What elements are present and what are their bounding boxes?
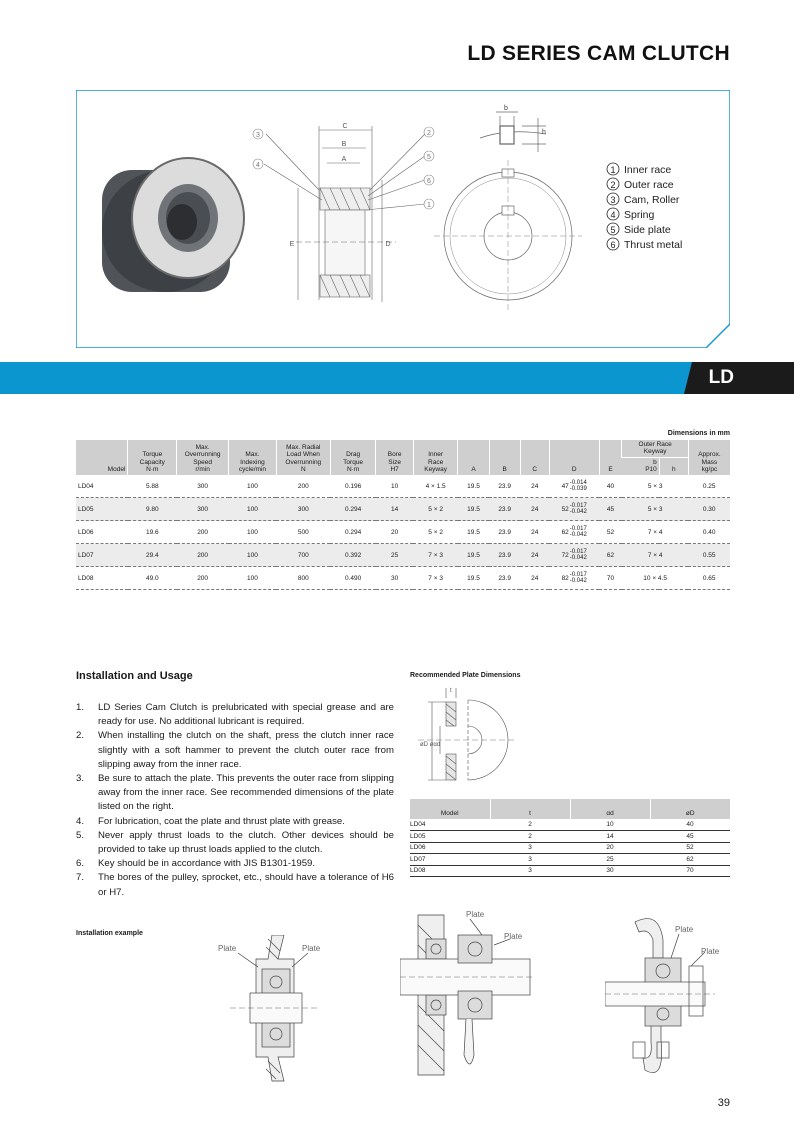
table-row: LD07 3 25 62 [410, 854, 730, 866]
list-item: 3. Be sure to attach the plate. This prevents the outer race from slipping away from the inner race. See recommended dimensions of the plate listed on the right. [76, 773, 394, 813]
col-radial: Max. Radial Load When Overrunning N [276, 440, 330, 475]
list-item: 7. The bores of the pulley, sprocket, etc., should have a tolerance of H6 or H7. [76, 872, 394, 898]
legend-num-6: 6 [610, 240, 616, 250]
table-row: LD05 2 14 45 [410, 831, 730, 843]
example-drawing-3 [605, 910, 725, 1085]
col-a: A [458, 440, 489, 475]
example-drawing-1 [210, 935, 330, 1085]
page-title: LD SERIES CAM CLUTCH [467, 42, 730, 65]
spec-table [76, 440, 730, 590]
plate-table [410, 799, 730, 877]
table-row: LD05 9.80 300 100 300 0.294 14 5 × 2 19.5 23.9 24 52-0.017 -0.042 45 5 × 3 0.30 [76, 498, 730, 521]
key-h-label: h [542, 129, 546, 136]
plate-title: Recommended Plate Dimensions [410, 672, 521, 679]
installation-example-label: Installation example [76, 930, 143, 937]
plate-t-label: t [450, 688, 452, 694]
legend-label-2: Outer race [624, 179, 674, 191]
plate-drawing [410, 684, 560, 794]
installation-title: Installation and Usage [76, 670, 193, 682]
section-drawing [264, 126, 425, 302]
example2-plate-right: Plate [504, 932, 523, 941]
example1-plate-left: Plate [218, 944, 237, 953]
legend-num-4: 4 [610, 210, 616, 220]
front-view-drawing [434, 112, 582, 310]
table-row: LD06 19.6 200 100 500 0.294 20 5 × 2 19.5 23.9 24 62-0.017 -0.042 52 7 × 4 0.40 [76, 521, 730, 544]
page-number: 39 [717, 1097, 730, 1109]
legend-label-1: Inner race [624, 164, 672, 176]
example3-plate-right: Plate [701, 947, 720, 956]
list-item: 4. For lubrication, coat the plate and thrust plate with grease. [76, 815, 345, 827]
callout-3: 3 [256, 132, 260, 139]
table-row: LD08 3 30 70 [410, 865, 730, 877]
col-outer-h: h [659, 457, 688, 474]
col-inner-keyway: Inner Race Keyway [413, 440, 458, 475]
list-item: 2. When installing the clutch on the shaft, press the clutch inner race slightly with a soft hammer to prevent the clutch outer race from slipping away from the inner race. [76, 730, 394, 770]
col-outer-b: b P10 [622, 457, 659, 474]
example3-plate-top: Plate [675, 925, 694, 934]
plate-col-model: Model [410, 799, 490, 819]
series-tab-label: LD [708, 367, 734, 388]
legend-label-6: Thrust metal [624, 239, 683, 251]
installation-list [76, 701, 394, 900]
col-c: C [520, 440, 549, 475]
callout-6: 6 [427, 178, 431, 185]
legend-label-4: Spring [624, 209, 655, 221]
plate-col-ad: αd [570, 799, 650, 819]
col-indexing: Max. Indexing cycle/min [229, 440, 277, 475]
plate-dims-label: øD øαd [420, 742, 441, 748]
col-mass: Approx. Mass kg/pc [688, 440, 730, 475]
col-drag: Drag Torque N·m [330, 440, 376, 475]
key-b-label: b [504, 105, 508, 112]
col-torque: Torque Capacity N·m [128, 440, 177, 475]
legend-num-2: 2 [610, 180, 616, 190]
dim-a-label: A [341, 156, 347, 163]
col-bore: Bore Size H7 [376, 440, 413, 475]
series-tab [684, 362, 794, 394]
parts-legend [607, 163, 682, 251]
list-item: 6. Key should be in accordance with JIS B1301-1959. [76, 858, 316, 870]
callout-4: 4 [256, 162, 260, 169]
dim-d-label: D [385, 241, 391, 248]
plate-col-od: øD [650, 799, 730, 819]
dim-e-label: E [289, 241, 295, 248]
legend-label-3: Cam, Roller [624, 194, 680, 206]
dim-c-label: C [342, 123, 348, 130]
callout-5: 5 [427, 154, 431, 161]
col-e: E [599, 440, 622, 475]
callout-1: 1 [427, 202, 431, 209]
example-drawing-2 [400, 905, 540, 1085]
legend-num-1: 1 [610, 165, 616, 175]
col-speed: Max. Overrunning Speed r/min [177, 440, 229, 475]
plate-col-t: t [490, 799, 570, 819]
legend-label-5: Side plate [624, 224, 671, 236]
list-item: 5. Never apply thrust loads to the clutch. Other devices should be provided to take up thrust loads applied to the clutch. [76, 829, 394, 856]
table-row: LD08 49.0 200 100 800 0.490 30 7 × 3 19.5 23.9 24 82-0.017 -0.042 70 10 × 4.5 0.65 [76, 567, 730, 590]
col-outer-keyway: Outer Race Keyway [622, 440, 688, 457]
callout-2: 2 [427, 130, 431, 137]
col-b: B [489, 440, 520, 475]
clutch-photo [102, 158, 244, 292]
product-figure [76, 90, 730, 348]
dim-b-label: B [341, 141, 347, 148]
dimensions-note: Dimensions in mm [667, 430, 730, 437]
example2-plate-top: Plate [466, 910, 485, 919]
legend-num-5: 5 [610, 225, 616, 235]
col-d: D [549, 440, 599, 475]
section-band [0, 362, 794, 394]
example1-plate-right: Plate [302, 944, 321, 953]
table-row: LD04 2 10 40 [410, 819, 730, 831]
list-item: 1. LD Series Cam Clutch is prelubricated with special grease and are ready for use. No additional lubricant is required. [76, 702, 394, 728]
table-row: LD07 29.4 200 100 700 0.392 25 7 × 3 19.5 23.9 24 72-0.017 -0.042 62 7 × 4 0.55 [76, 544, 730, 567]
col-model: Model [76, 440, 128, 475]
table-row: LD04 5.88 300 100 200 0.196 10 4 × 1.5 19.5 23.9 24 47-0.014 -0.039 40 5 × 3 0.25 [76, 475, 730, 498]
table-row: LD06 3 20 52 [410, 842, 730, 854]
legend-num-3: 3 [610, 195, 616, 205]
